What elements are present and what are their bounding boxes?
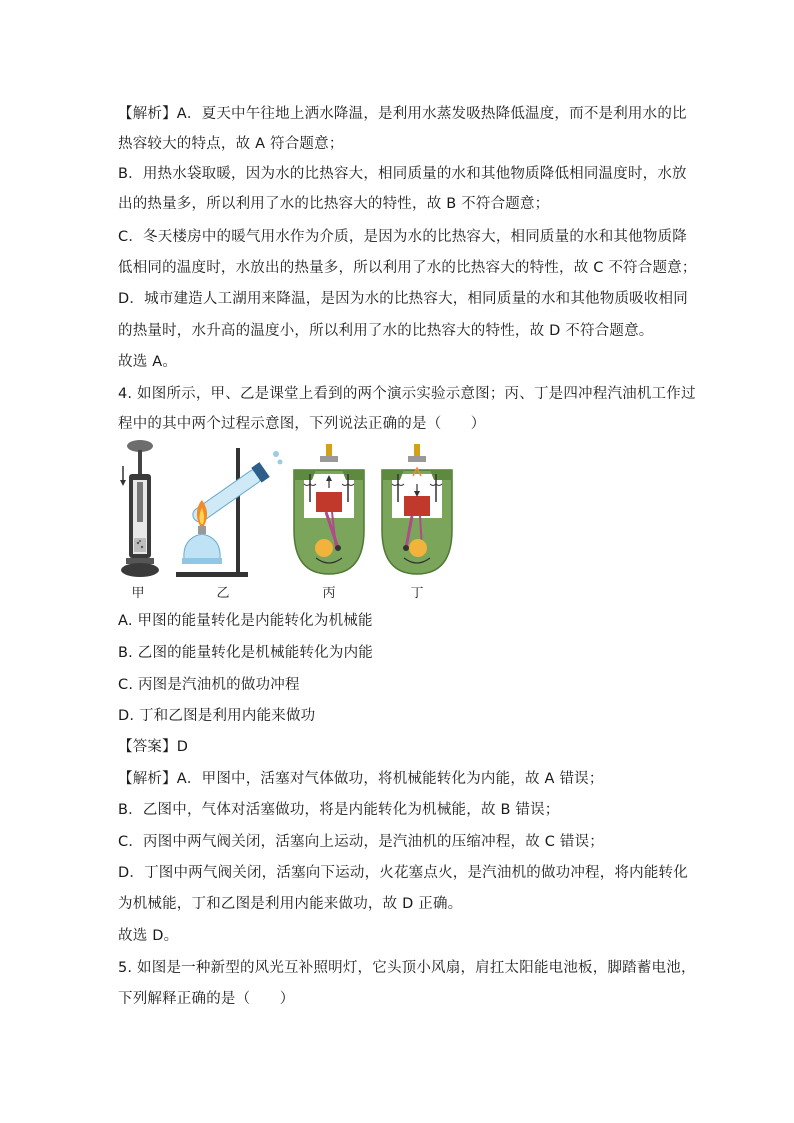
q4-option-d: D. 丁和乙图是利用内能来做功 [118, 708, 316, 724]
q4-option-c: C. 丙图是汽油机的做功冲程 [118, 677, 300, 693]
fire-syringe-figure [118, 438, 160, 583]
engine-power-figure [378, 444, 456, 578]
caption-ding: 丁 [410, 586, 424, 601]
q4-option-a: A. 甲图的能量转化是内能转化为机械能 [118, 613, 373, 629]
q3-conclusion: 故选 A。 [118, 354, 178, 370]
caption-yi: 乙 [216, 586, 230, 601]
q4-conclusion: 故选 D。 [118, 928, 179, 944]
q4-analysis-line-1: 【解析】A．甲图中，活塞对气体做功，将机械能转化为内能，故 A 错误； [118, 771, 604, 787]
test-tube-heating-figure [176, 448, 286, 583]
q4-analysis-line-2: B．乙图中，气体对活塞做功，将是内能转化为机械能，故 B 错误； [118, 802, 560, 818]
caption-jia: 甲 [131, 586, 145, 601]
q4-analysis-line-3: C．丙图中两气阀关闭，活塞向上运动，是汽油机的压缩冲程，故 C 错误； [118, 834, 604, 850]
q3-analysis-line-2: 热容较大的特点，故 A 符合题意； [118, 136, 344, 152]
engine-compression-figure [290, 444, 368, 578]
caption-bing: 丙 [322, 586, 336, 601]
q4-analysis-line-5: 为机械能，丁和乙图是利用内能来做功，故 D 正确。 [118, 896, 463, 912]
q4-analysis-line-4: D．丁图中两气阀关闭，活塞向下运动，火花塞点火，是汽油机的做功冲程，将内能转化 [118, 865, 688, 881]
q5-stem-line-1: 5. 如图是一种新型的风光互补照明灯，它头顶小风扇，肩扛太阳能电池板，脚踏蓄电池， [118, 960, 696, 976]
q4-figure [118, 438, 458, 601]
q4-option-b: B. 乙图的能量转化是机械能转化为内能 [118, 645, 373, 661]
q3-analysis-line-6: 低相同的温度时，水放出的热量多，所以利用了水的比热容大的特性，故 C 不符合题意； [118, 260, 697, 276]
q4-stem-line-2: 程中的其中两个过程示意图，下列说法正确的是（ ） [118, 416, 486, 432]
q4-answer: 【答案】D [118, 739, 189, 755]
q5-stem-line-2: 下列解释正确的是（ ） [118, 991, 295, 1007]
q3-analysis-line-3: B．用热水袋取暖，因为水的比热容大，相同质量的水和其他物质降低相同温度时，水放 [118, 166, 687, 182]
q3-analysis-line-1: 【解析】A．夏天中午往地上洒水降温，是利用水蒸发吸热降低温度，而不是利用水的比 [118, 106, 687, 122]
q3-analysis-line-8: 的热量时，水升高的温度小，所以利用了水的比热容大的特性，故 D 不符合题意。 [118, 323, 654, 339]
q3-analysis-line-4: 出的热量多，所以利用了水的比热容大的特性，故 B 不符合题意； [118, 196, 550, 212]
q3-analysis-line-5: C．冬天楼房中的暖气用水作为介质，是因为水的比热容大，相同质量的水和其他物质降 [118, 229, 687, 245]
q4-stem-line-1: 4. 如图所示，甲、乙是课堂上看到的两个演示实验示意图；丙、丁是四冲程汽油机工作过 [118, 386, 696, 402]
q3-analysis-line-7: D．城市建造人工湖用来降温，是因为水的比热容大，相同质量的水和其他物质吸收相同 [118, 291, 688, 307]
